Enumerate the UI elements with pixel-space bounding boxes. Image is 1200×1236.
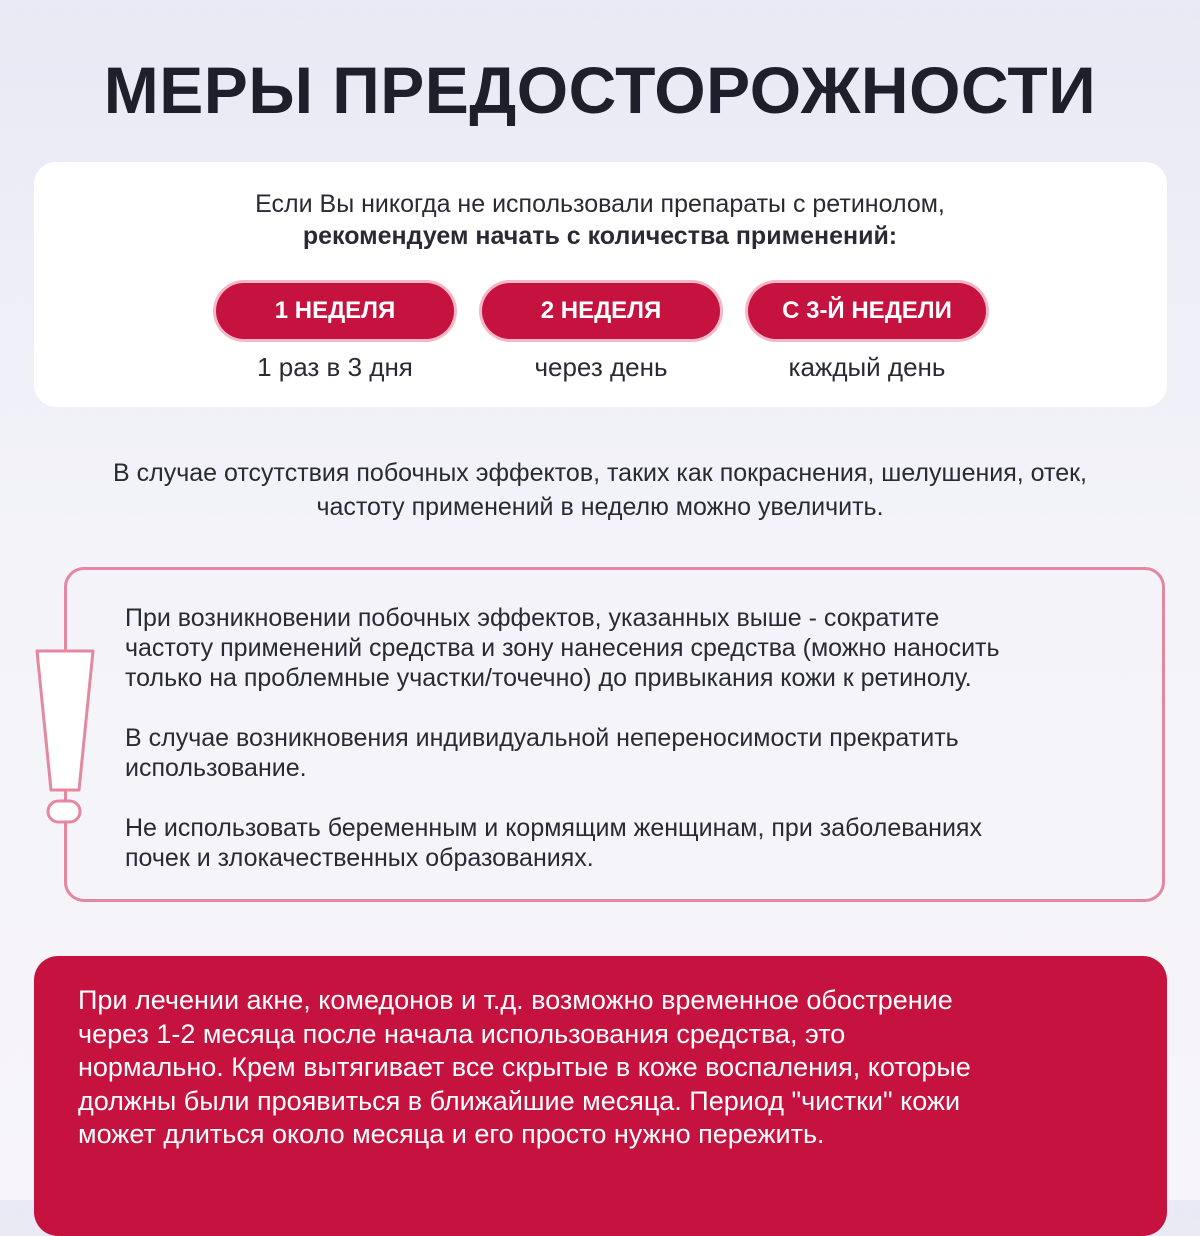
acne-note-text [78, 984, 1158, 1152]
exclamation-icon [30, 644, 100, 830]
acne-note-line-1: При лечении акне, комедонов и т.д. возможно временное обострение [78, 985, 953, 1015]
week-1-frequency: 1 раз в 3 дня [257, 352, 413, 382]
warning-p1-line-2: частоту применений средства и зону нанесения средства (можно наносить [125, 634, 1000, 662]
note-line-1: В случае отсутствия побочных эффектов, таких как покраснения, шелушения, отек, [113, 459, 1087, 487]
week-2-frequency: через день [534, 352, 668, 382]
week-2-badge: 2 НЕДЕЛЯ [482, 283, 720, 339]
side-effects-note [0, 456, 1200, 524]
week-1-badge: 1 НЕДЕЛЯ [216, 283, 454, 339]
acne-note-line-2: через 1-2 месяца после начала использования средства, это [78, 1018, 846, 1049]
warning-p3-line-1: Не использовать беременным и кормящим женщинам, при заболеваниях [125, 814, 982, 842]
warning-paragraph-3 [125, 813, 1155, 873]
warning-p2-line-1: В случае возникновения индивидуальной непереносимости прекратить [125, 724, 959, 752]
intro-line-2: рекомендуем начать с количества применений: [302, 222, 898, 250]
warning-p1-line-3: только на проблемные участки/точечно) до привыкания кожи к ретинолу. [125, 664, 972, 692]
warning-paragraph-2 [125, 723, 1155, 783]
warning-paragraph-1 [125, 603, 1155, 693]
acne-note-line-3: нормально. Крем вытягивает все скрытые в коже воспаления, которые [78, 1052, 971, 1082]
week-3-badge: С 3-Й НЕДЕЛИ [748, 283, 986, 339]
week-3-frequency: каждый день [788, 352, 946, 382]
page-title: МЕРЫ ПРЕДОСТОРОЖНОСТИ [103, 53, 1097, 127]
warning-p3-line-2: почек и злокачественных образованиях. [125, 844, 594, 872]
intro-line-1: Если Вы никогда не использовали препараты с ретинолом, [255, 190, 945, 218]
note-line-2: частоту применений в неделю можно увеличить. [316, 493, 884, 521]
intro-text [0, 188, 1200, 252]
warning-p1-line-1: При возникновении побочных эффектов, указанных выше - сократите [125, 604, 940, 632]
warning-p2-line-2: использование. [125, 754, 307, 782]
acne-note-line-5: может длиться около месяца и его просто нужно пережить. [78, 1119, 825, 1149]
acne-note-line-4: должны были проявиться в ближайшие месяца. Период "чистки" кожи [78, 1085, 961, 1116]
